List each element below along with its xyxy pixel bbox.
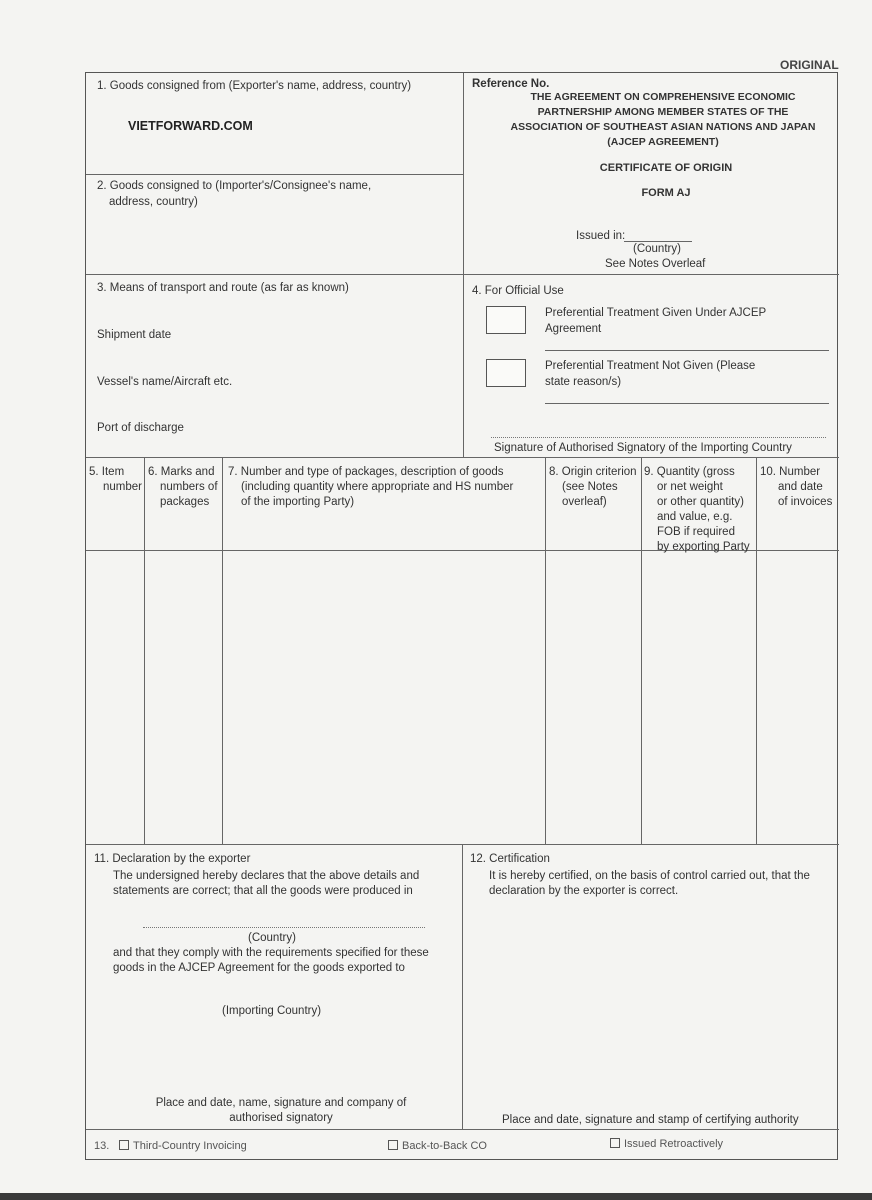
title-line-2: PARTNERSHIP AMONG MEMBER STATES OF THE (537, 106, 789, 118)
certification-line2: declaration by the exporter is correct. (489, 885, 679, 897)
divider-top-vertical (463, 73, 464, 274)
port-of-discharge-label: Port of discharge (97, 422, 184, 434)
third-country-checkbox[interactable] (119, 1140, 129, 1150)
back-to-back-checkbox[interactable] (388, 1140, 398, 1150)
pref-given-line1: Preferential Treatment Given Under AJCEP (545, 307, 767, 319)
col10-line1: 10. Number (760, 466, 821, 478)
col6-header (148, 465, 222, 510)
col-divider-6 (222, 457, 223, 844)
col9-line1: 9. Quantity (gross (644, 466, 735, 478)
original-label: ORIGINAL (780, 58, 839, 72)
col10-line2: and date (778, 481, 823, 493)
vessel-name-label: Vessel's name/Aircraft etc. (97, 376, 233, 388)
col9-line4: and value, e.g. (657, 511, 733, 523)
box1-label: 1. Goods consigned from (Exporter's name, address, country) (97, 80, 412, 92)
title-line-1: THE AGREEMENT ON COMPREHENSIVE ECONOMIC (530, 91, 796, 103)
signature-label: Signature of Authorised Signatory of the Importing Country (494, 442, 792, 454)
col5-header (89, 465, 144, 495)
col8-header (549, 465, 641, 510)
place-date-line1: Place and date, name, signature and company of (155, 1097, 407, 1109)
col7-header (228, 465, 544, 510)
retroactive-option[interactable] (610, 1137, 723, 1152)
divider-box1-box2 (86, 174, 463, 175)
col6-line2: numbers of (160, 481, 218, 493)
box11-label: 11. Declaration by the exporter (94, 853, 251, 865)
country-label: (Country) (633, 243, 681, 255)
declaration-line2: statements are correct; that all the goods were produced in (113, 885, 413, 897)
pref-not-given-line1: Preferential Treatment Not Given (Please (545, 360, 756, 372)
comply-line1: and that they comply with the requirements specified for these (113, 947, 429, 959)
country-dotted-line (143, 927, 425, 928)
reference-label: Reference No. (472, 78, 550, 90)
reason-line (545, 403, 829, 404)
col6-line1: 6. Marks and (148, 466, 215, 478)
retroactive-label: Issued Retroactively (624, 1138, 724, 1150)
retroactive-checkbox[interactable] (610, 1138, 620, 1148)
signature-dotted-line (491, 437, 826, 438)
box4-label: 4. For Official Use (472, 285, 564, 297)
col-divider-5 (144, 457, 145, 844)
pref-given-checkbox[interactable] (486, 306, 526, 334)
col8-line1: 8. Origin criterion (549, 466, 637, 478)
agreement-title (482, 90, 844, 150)
pref-not-given-checkbox[interactable] (486, 359, 526, 387)
col8-line2: (see Notes (562, 481, 618, 493)
certificate-form (85, 72, 838, 1160)
back-to-back-label: Back-to-Back CO (402, 1140, 487, 1152)
form-aj: FORM AJ (641, 187, 691, 199)
certifying-authority: Place and date, signature and stamp of certifying authority (502, 1114, 799, 1126)
third-country-option[interactable] (119, 1139, 247, 1154)
col6-line3: packages (160, 496, 210, 508)
col9-line2: or net weight (657, 481, 723, 493)
comply-line2: goods in the AJCEP Agreement for the goods exported to (113, 962, 405, 974)
col9-line3: or other quantity) (657, 496, 744, 508)
third-country-label: Third-Country Invoicing (133, 1140, 247, 1152)
pref-given-line (545, 350, 829, 351)
exporter-name: VIETFORWARD.COM (128, 119, 253, 133)
box13-number: 13. (94, 1140, 110, 1152)
pref-given-line2: Agreement (545, 323, 602, 335)
certification-line1: It is hereby certified, on the basis of control carried out, that the (489, 870, 810, 882)
box2-label-line1: 2. Goods consigned to (Importer's/Consignee's name, (97, 180, 372, 192)
scan-edge-bar (0, 1193, 872, 1200)
importing-country: (Importing Country) (222, 1005, 322, 1017)
place-date-line2: authorised signatory (229, 1112, 333, 1124)
col7-line1: 7. Number and type of packages, description of goods (228, 466, 504, 478)
declaration-line1: The undersigned hereby declares that the above details and (113, 870, 420, 882)
divider-box11-box12 (462, 844, 463, 1129)
divider-columns-top (86, 457, 839, 458)
col7-line3: of the importing Party) (241, 496, 355, 508)
col10-header (760, 465, 838, 510)
col9-header (644, 465, 756, 555)
title-line-3: ASSOCIATION OF SOUTHEAST ASIAN NATIONS AND JAPAN (510, 121, 816, 133)
col-divider-9 (756, 457, 757, 844)
col10-line3: of invoices (778, 496, 833, 508)
title-line-4: (AJCEP AGREEMENT) (607, 136, 719, 148)
col5-line2: number (103, 481, 142, 493)
col9-line5: FOB if required (657, 526, 735, 538)
col5-line1: 5. Item (89, 466, 125, 478)
col-divider-7 (545, 457, 546, 844)
col7-line2: (including quantity where appropriate and HS number (241, 481, 514, 493)
shipment-date-label: Shipment date (97, 329, 172, 341)
see-notes-overleaf: See Notes Overleaf (605, 258, 706, 270)
col8-line3: overleaf) (562, 496, 607, 508)
box2-label-line2: address, country) (109, 196, 198, 208)
issued-in-label: Issued in: (576, 230, 626, 242)
back-to-back-option[interactable] (388, 1139, 487, 1154)
pref-not-given-line2: state reason/s) (545, 376, 622, 388)
col-divider-8 (641, 457, 642, 844)
certificate-of-origin: CERTIFICATE OF ORIGIN (599, 162, 733, 174)
box3-label: 3. Means of transport and route (as far as known) (97, 282, 349, 294)
divider-box13 (86, 1129, 839, 1130)
declaration-country: (Country) (248, 932, 296, 944)
box12-label: 12. Certification (470, 853, 550, 865)
divider-box3-box4 (463, 274, 464, 457)
col9-line6: by exporting Party (657, 541, 750, 553)
